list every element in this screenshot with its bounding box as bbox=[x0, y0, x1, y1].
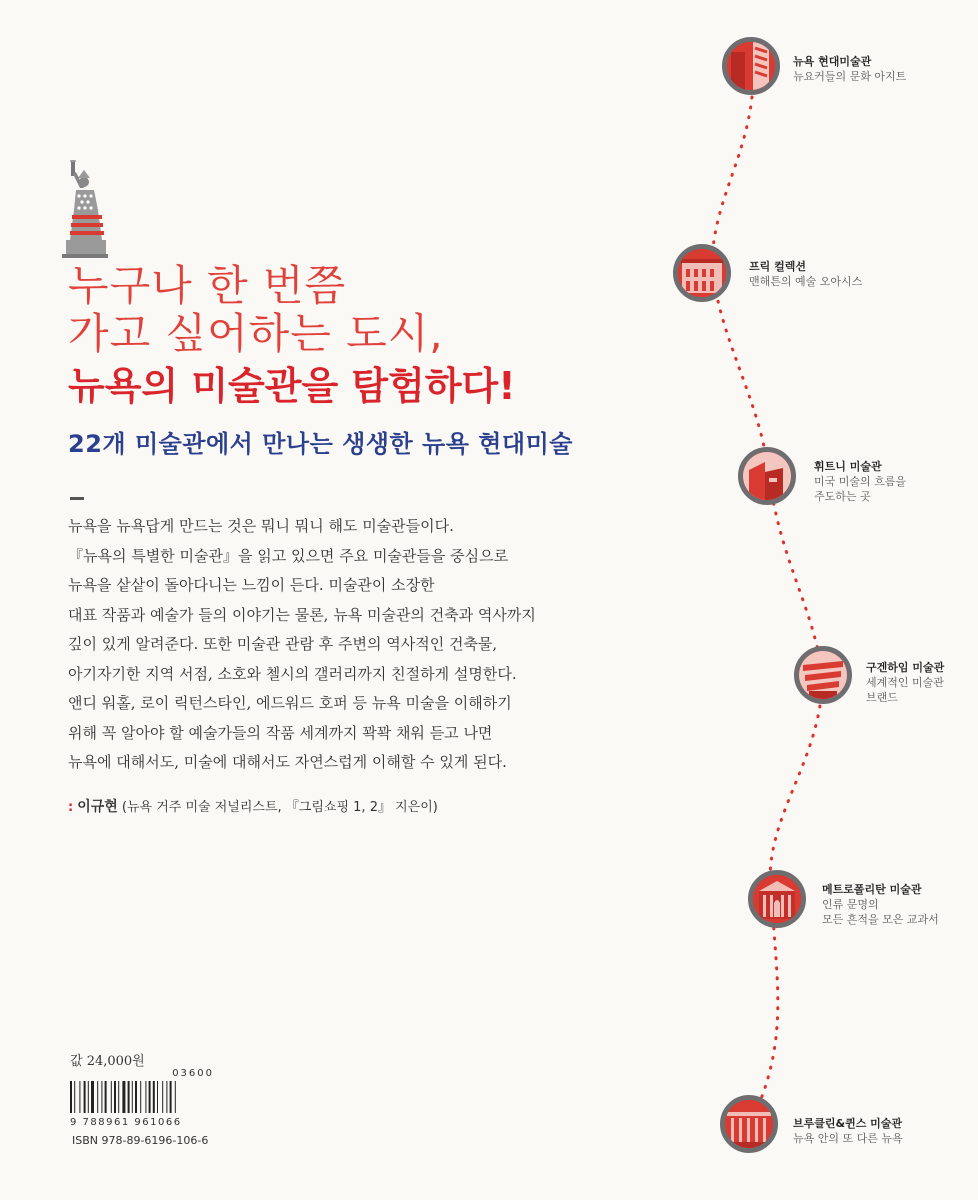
headline-line-1: 누구나 한 번쯤 bbox=[68, 261, 347, 310]
museum-title: 뉴욕 현대미술관 bbox=[793, 55, 872, 68]
metropolitan-photo-icon bbox=[748, 870, 806, 928]
review-line: 대표 작품과 예술가 들의 이야기는 물론, 뉴욕 미술관의 건축과 역사까지 bbox=[68, 605, 536, 624]
whitney-photo-icon bbox=[738, 447, 796, 505]
museum-title: 프릭 컬렉션 bbox=[749, 260, 806, 273]
subheadline: 22개 미술관에서 만나는 생생한 뉴욕 현대미술 bbox=[68, 430, 573, 458]
museum-desc: 브랜드 bbox=[866, 691, 898, 704]
credit-colon: : bbox=[68, 800, 74, 815]
review-line: 앤디 워홀, 로이 릭턴스타인, 에드워드 호퍼 등 뉴욕 미술을 이해하기 bbox=[68, 694, 512, 712]
moma-photo-icon bbox=[722, 37, 780, 95]
credit-author: 이규현 bbox=[77, 799, 118, 815]
museum-label bbox=[793, 1116, 903, 1146]
review-line: 『뉴욕의 특별한 미술관』을 읽고 있으면 주요 미술관들을 중심으로 bbox=[68, 546, 509, 565]
museum-label bbox=[866, 660, 944, 705]
review-line: 뉴욕을 뉴욕답게 만드는 것은 뭐니 뭐니 해도 미술관들이다. bbox=[68, 517, 454, 535]
price: 값 24,000원 bbox=[70, 1054, 145, 1069]
museum-title: 메트로폴리탄 미술관 bbox=[822, 883, 922, 896]
museum-label bbox=[814, 459, 906, 504]
museum-desc: 뉴요커들의 문화 아지트 bbox=[793, 70, 907, 83]
museum-title: 휘트니 미술관 bbox=[814, 460, 882, 473]
review-line: 위해 꼭 알아야 할 예술가들의 작품 세계까지 꽉꽉 채워 듣고 나면 bbox=[68, 723, 493, 742]
headline-line-3: 뉴욕의 미술관을 탐험하다! bbox=[68, 364, 516, 408]
museum-label bbox=[793, 54, 906, 84]
frick-photo-icon bbox=[673, 244, 731, 302]
review-line: 깊이 있게 알려준다. 또한 미술관 관람 후 주변의 역사적인 건축물, bbox=[68, 635, 498, 653]
museum-title: 브루클린&퀸스 미술관 bbox=[793, 1117, 903, 1130]
headline-line-2: 가고 싶어하는 도시, bbox=[68, 309, 444, 358]
barcode-ean: 9 788961 961066 bbox=[70, 1117, 182, 1128]
museum-title: 구겐하임 미술관 bbox=[866, 661, 945, 674]
barcode-addon-number: 03600 bbox=[172, 1068, 214, 1079]
brooklyn-photo-icon bbox=[720, 1095, 778, 1153]
museum-label bbox=[749, 259, 862, 289]
museum-desc: 인류 문명의 bbox=[822, 898, 879, 911]
museum-desc: 뉴욕 안의 또 다른 뉴욕 bbox=[793, 1132, 903, 1145]
review-line: 뉴욕에 대해서도, 미술에 대해서도 자연스럽게 이해할 수 있게 된다. bbox=[68, 753, 507, 771]
review-line: 뉴욕을 샅샅이 돌아다니는 느낌이 든다. 미술관이 소장한 bbox=[68, 576, 435, 594]
museum-desc: 주도하는 곳 bbox=[814, 490, 871, 503]
credit-detail: (뉴욕 거주 미술 저널리스트, 『그림쇼핑 1, 2』 지은이) bbox=[121, 800, 438, 815]
museum-desc: 세계적인 미술관 bbox=[866, 676, 944, 689]
museum-desc: 맨해튼의 예술 오아시스 bbox=[749, 275, 863, 288]
isbn: ISBN 978-89-6196-106-6 bbox=[72, 1134, 209, 1147]
guggenheim-photo-icon bbox=[794, 646, 852, 704]
museum-label bbox=[822, 882, 939, 927]
review-line: 아기자기한 지역 서점, 소호와 첼시의 갤러리까지 친절하게 설명한다. bbox=[68, 664, 517, 683]
museum-desc: 모든 흔적을 모은 교과서 bbox=[822, 913, 939, 926]
museum-desc: 미국 미술의 흐름을 bbox=[814, 475, 907, 488]
